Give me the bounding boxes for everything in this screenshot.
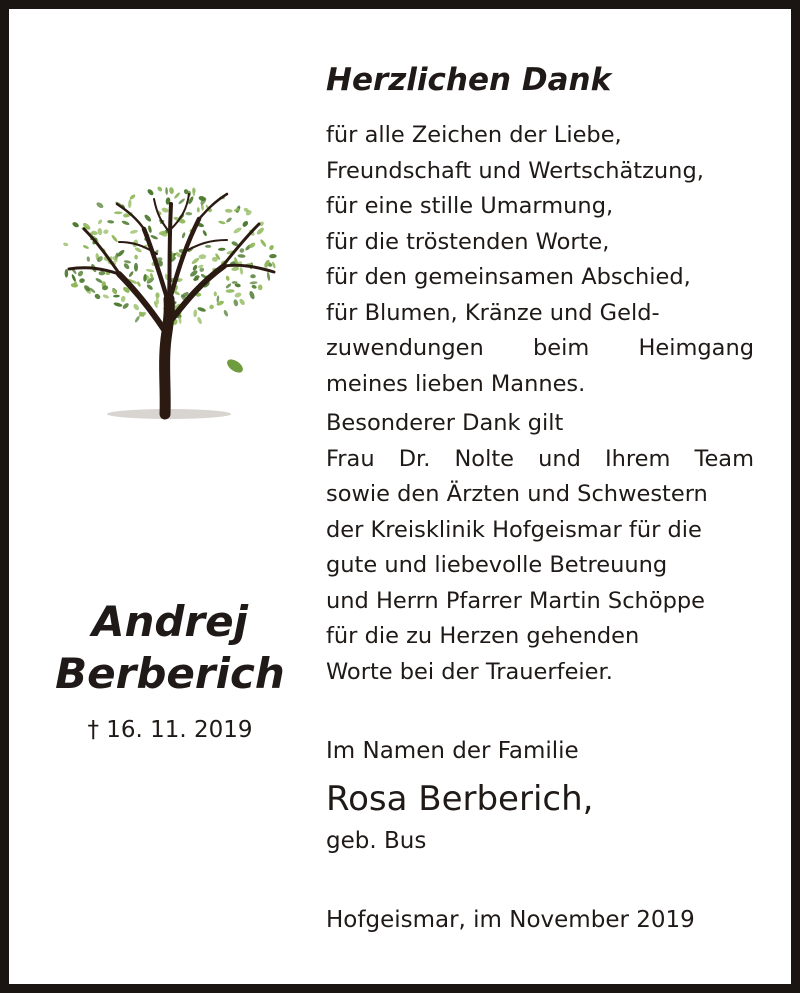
leaf: [136, 281, 141, 287]
leaf: [218, 220, 226, 225]
leaf: [225, 209, 233, 213]
leaf: [259, 239, 267, 248]
leaf: [150, 234, 159, 240]
maiden-name: geb. Bus: [326, 828, 427, 854]
leaf: [128, 271, 134, 278]
leaf: [214, 291, 217, 296]
leaf: [146, 284, 154, 291]
leaf: [124, 260, 132, 264]
leaf: [134, 315, 141, 323]
death-date: † 16. 11. 2019: [87, 717, 253, 743]
leaf: [238, 298, 246, 306]
leaf: [225, 275, 230, 281]
leaf: [94, 293, 102, 300]
leaf: [248, 290, 255, 300]
leaf: [197, 207, 200, 213]
leaf: [120, 295, 126, 302]
leaf: [155, 292, 159, 298]
leaf: [225, 217, 232, 224]
text-line: zuwendungen beim Heimgang: [326, 335, 754, 361]
leaf: [122, 302, 130, 310]
deceased-first-name: Andrej: [91, 597, 249, 646]
place-date: Hofgeismar, im November 2019: [326, 907, 695, 933]
leaf: [258, 284, 263, 290]
leaf: [132, 303, 140, 311]
leaf: [250, 274, 256, 278]
text-line: gute und liebevolle Betreuung: [326, 552, 668, 578]
leaf: [161, 207, 169, 214]
leaf: [86, 256, 90, 262]
leaf: [208, 304, 214, 311]
text-line: für die tröstenden Worte,: [326, 228, 610, 255]
thanks-paragraph: [326, 118, 754, 402]
special-thanks-paragraph: [326, 406, 754, 690]
leaf: [266, 272, 270, 281]
family-line: Im Namen der Familie: [326, 738, 579, 764]
notice-title: Herzlichen Dank: [326, 62, 612, 98]
leaf: [114, 211, 122, 214]
text-line: sowie den Ärzten und Schwestern: [326, 481, 708, 507]
tree-illustration: [49, 174, 289, 429]
text-line: für die zu Herzen gehenden: [326, 623, 640, 649]
leaf: [123, 262, 131, 270]
leaf: [233, 226, 243, 234]
leaf: [146, 268, 155, 273]
leaf: [65, 269, 69, 278]
leaf: [239, 248, 245, 254]
text-line: für alle Zeichen der Liebe,: [326, 122, 622, 148]
leaf: [113, 295, 120, 298]
leaf: [205, 245, 211, 248]
text-line: Besonderer Dank gilt: [326, 410, 564, 436]
leaf: [71, 221, 79, 228]
leaf: [169, 187, 175, 195]
leaf: [95, 201, 104, 209]
leaf: [193, 309, 197, 317]
text-line: Frau Dr. Nolte und Ihrem Team: [326, 445, 754, 472]
text-line: Freundschaft und Wertschätzung,: [326, 157, 704, 184]
leaf: [233, 299, 239, 307]
leaf: [79, 278, 85, 284]
falling-leaf-icon: [225, 357, 245, 376]
leaf: [102, 294, 109, 300]
leaf: [191, 257, 200, 265]
leaf: [147, 225, 152, 233]
leaf: [111, 234, 119, 243]
leaf: [196, 316, 202, 324]
leaf: [250, 281, 258, 285]
leaf: [77, 270, 84, 278]
leaf: [165, 187, 168, 195]
leaf: [185, 212, 192, 216]
leaf: [178, 198, 186, 205]
leaf: [63, 242, 69, 247]
signer-name: Rosa Berberich,: [326, 779, 594, 819]
leaf: [223, 309, 229, 317]
leaf: [71, 274, 77, 282]
leaf: [107, 220, 114, 224]
leaf: [130, 229, 139, 234]
leaf: [173, 192, 180, 200]
leaf: [146, 188, 154, 196]
deceased-last-name: Berberich: [55, 649, 285, 698]
leaf: [71, 283, 79, 288]
leaf: [268, 244, 274, 251]
text-line: meines lieben Mannes.: [326, 370, 586, 397]
leaf: [103, 229, 110, 235]
leaf: [134, 254, 138, 259]
text-line: Worte bei der Trauerfeier.: [326, 658, 613, 685]
leaf: [251, 284, 257, 289]
leaf: [237, 254, 245, 258]
leaf: [156, 186, 163, 193]
text-line: für den gemeinsamen Abschied,: [326, 264, 691, 290]
leaf: [181, 232, 186, 239]
leaf: [218, 248, 226, 251]
leaf: [231, 266, 239, 271]
leaf: [241, 220, 249, 228]
text-line: und Herrn Pfarrer Martin Schöppe: [326, 587, 705, 614]
leaf: [121, 220, 130, 226]
leaf: [198, 254, 206, 259]
leaf: [134, 263, 138, 272]
text-line: für eine stille Umarmung,: [326, 193, 614, 219]
leaf: [225, 283, 232, 290]
leaf: [97, 228, 102, 236]
leaf: [226, 289, 235, 293]
text-line: der Kreisklinik Hofgeismar für die: [326, 516, 702, 543]
leaf: [234, 292, 242, 299]
leaf: [239, 267, 243, 275]
leaf: [202, 230, 208, 237]
leaf: [82, 244, 89, 249]
leaf: [192, 264, 198, 271]
leaf: [134, 247, 142, 254]
leaf: [143, 214, 152, 223]
text-line: für Blumen, Kränze und Geld-: [326, 299, 660, 326]
leaf: [113, 302, 123, 308]
leaf: [269, 254, 277, 259]
leaf: [97, 219, 103, 225]
leaf: [197, 306, 206, 312]
leaf: [128, 199, 132, 208]
